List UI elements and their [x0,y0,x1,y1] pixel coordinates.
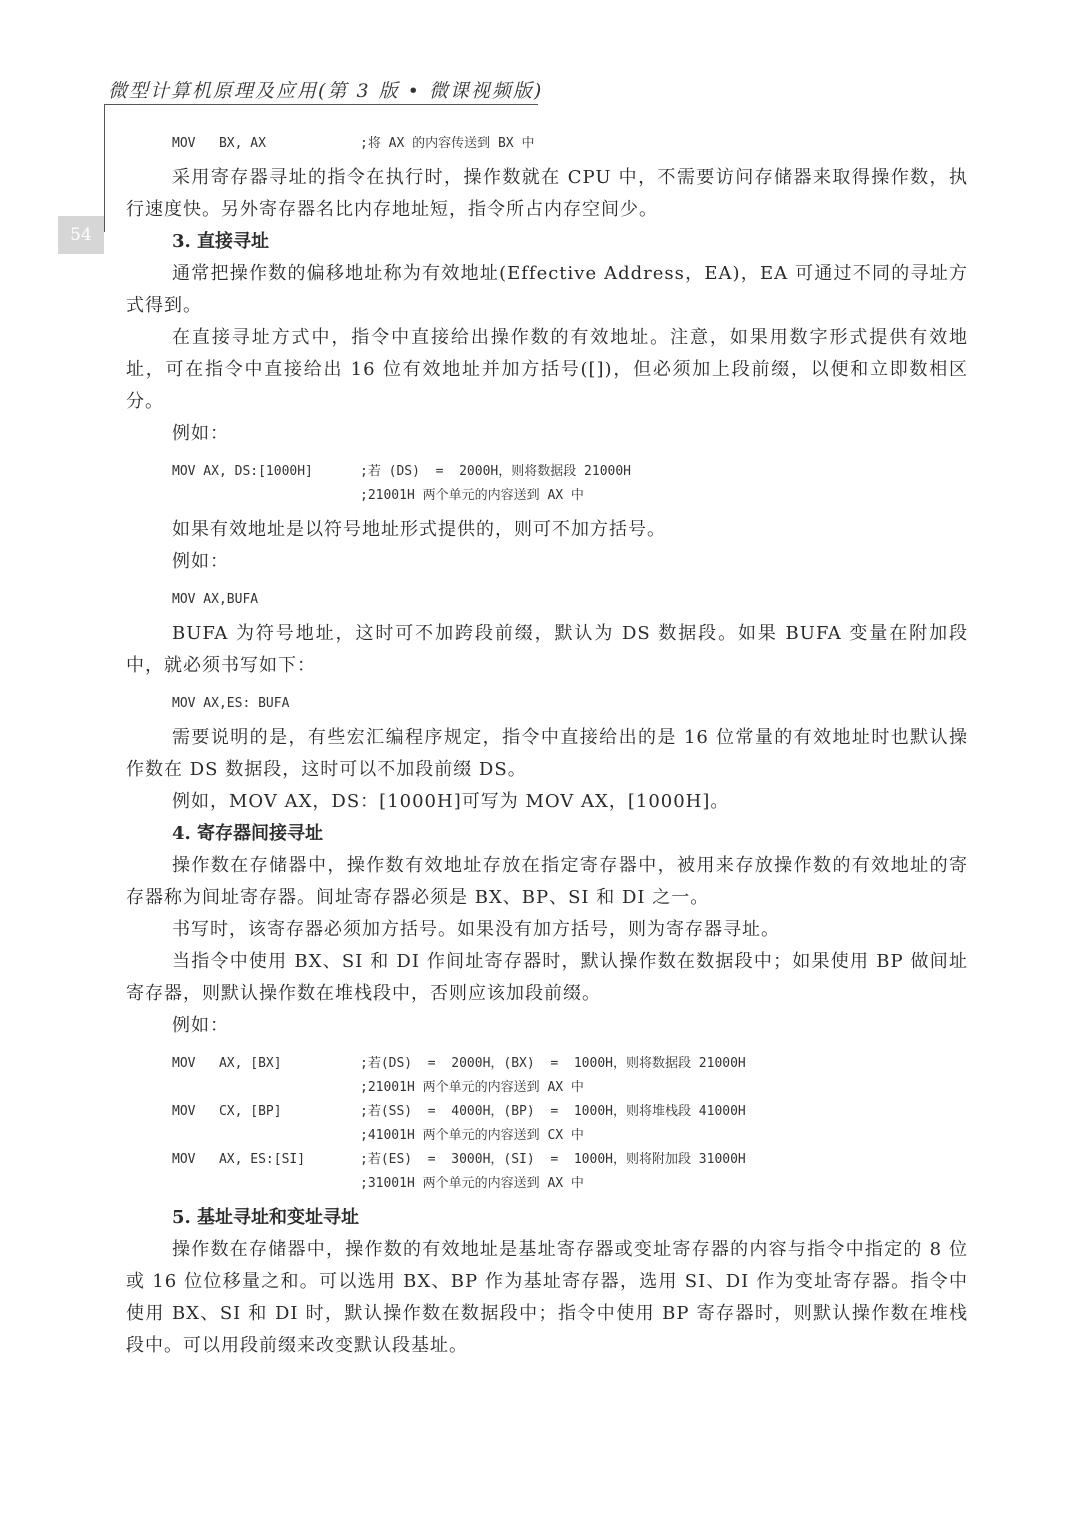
paragraph: 通常把操作数的偏移地址称为有效地址(Effective Address，EA)，EA 可通过不同的寻址方式得到。 [126,263,968,316]
code-instruction [172,1172,360,1196]
paragraph: 在直接寻址方式中，指令中直接给出操作数的有效地址。注意，如果用数字形式提供有效地址，可在指令中直接给出 16 位有效地址并加方括号([])，但必须加上段前缀，以便和立即数相区分。 [126,327,968,412]
code-comment: ;若 (DS) = 2000H，则将数据段 21000H [360,464,632,479]
paragraph: 操作数在存储器中，操作数有效地址存放在指定寄存器中，被用来存放操作数的有效地址的寄存器称为间址寄存器。间址寄存器必须是 BX、BP、SI 和 DI 之一。 [126,855,968,908]
section-heading: 4. 寄存器间接寻址 [172,823,324,844]
paragraph: 操作数在存储器中，操作数的有效地址是基址寄存器或变址寄存器的内容与指令中指定的 8 位或 16 位位移量之和。可以选用 BX、BP 作为基址寄存器，选用 SI、DI 作为变址寄存器。指令中使用 BX、SI 和 DI 时，默认操作数在数据段中；指令中使用 BP 寄存器时，则默认操作数在堆栈段中。可以用段前缀来改变默认段基址。 [126,1239,968,1356]
code-instruction: MOV CX, [BP] [172,1104,282,1119]
code-instruction: MOV AX, [BX] [172,1056,282,1071]
section-heading: 5. 基址寻址和变址寻址 [172,1207,360,1228]
paragraph: 例如： [172,551,229,572]
code-comment: ;若(ES) = 3000H，(SI) = 1000H，则将附加段 31000H [360,1152,746,1167]
code-line [172,588,968,612]
header-rule [104,104,538,105]
code-line [172,1100,968,1124]
code-block [126,132,968,156]
code-block [126,1052,968,1196]
page-number: 54 [58,216,104,254]
header-vertical-rule [104,104,105,232]
code-line [172,484,968,508]
code-block [126,460,968,508]
code-instruction: MOV AX, DS:[1000H] [172,464,313,479]
paragraph: BUFA 为符号地址，这时可不加跨段前缀，默认为 DS 数据段。如果 BUFA 变量在附加段中，就必须书写如下： [126,623,968,676]
paragraph: 例如： [172,423,229,444]
code-line [172,132,968,156]
code-instruction: MOV BX, AX [172,136,266,151]
paragraph: 书写时，该寄存器必须加方括号。如果没有加方括号，则为寄存器寻址。 [172,919,780,940]
paragraph: 例如： [172,1015,229,1036]
code-line [172,1124,968,1148]
code-instruction: MOV AX,BUFA [172,592,259,607]
code-line [172,1148,968,1172]
code-comment: ;将 AX 的内容传送到 BX 中 [360,136,535,151]
code-line [172,1172,968,1196]
code-comment: ;41001H 两个单元的内容送到 CX 中 [360,1128,584,1143]
code-comment: ;21001H 两个单元的内容送到 AX 中 [360,1080,584,1095]
code-comment: ;若(SS) = 4000H，(BP) = 1000H，则将堆栈段 41000H [360,1104,746,1119]
code-line [172,1052,968,1076]
code-block [126,588,968,612]
code-line [172,1076,968,1100]
section-heading: 3. 直接寻址 [172,231,270,252]
page-body [126,122,968,1362]
code-line [172,460,968,484]
code-comment: ;21001H 两个单元的内容送到 AX 中 [360,488,584,503]
code-instruction: MOV AX,ES: BUFA [172,696,290,711]
paragraph: 采用寄存器寻址的指令在执行时，操作数就在 CPU 中，不需要访问存储器来取得操作数，执行速度快。另外寄存器名比内存地址短，指令所占内存空间少。 [126,167,968,220]
code-comment: ;若(DS) = 2000H，(BX) = 1000H，则将数据段 21000H [360,1056,746,1071]
code-line [172,692,968,716]
code-instruction [172,484,360,508]
code-block [126,692,968,716]
paragraph: 例如，MOV AX，DS：[1000H]可写为 MOV AX，[1000H]。 [172,791,730,812]
paragraph: 需要说明的是，有些宏汇编程序规定，指令中直接给出的是 16 位常量的有效地址时也默认操作数在 DS 数据段，这时可以不加段前缀 DS。 [126,727,968,780]
paragraph: 当指令中使用 BX、SI 和 DI 作间址寄存器时，默认操作数在数据段中；如果使用 BP 做间址寄存器，则默认操作数在堆栈段中，否则应该加段前缀。 [126,951,968,1004]
running-head-title: 微型计算机原理及应用(第 3 版 • 微课视频版) [108,80,544,102]
code-instruction [172,1124,360,1148]
code-comment: ;31001H 两个单元的内容送到 AX 中 [360,1176,584,1191]
paragraph: 如果有效地址是以符号地址形式提供的，则可不加方括号。 [172,519,666,540]
code-instruction [172,1076,360,1100]
code-instruction: MOV AX, ES:[SI] [172,1152,306,1167]
